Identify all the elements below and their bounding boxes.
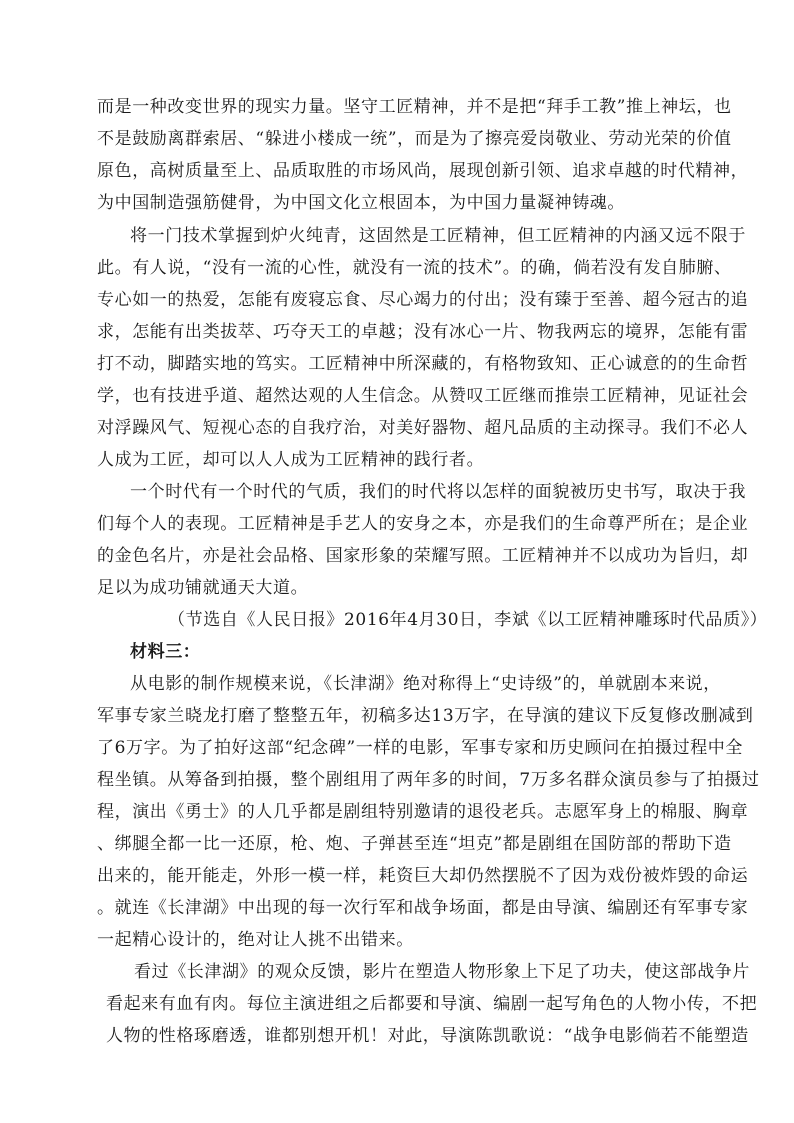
- text-line: 们每个人的表现。工匠精神是手艺人的安身之本，亦是我们的生命尊严所在；是企业: [97, 514, 749, 534]
- text-line: 军事专家兰晓龙打磨了整整五年，初稿多达13万字，在导演的建议下反复修改删减到: [97, 706, 754, 726]
- text-line: 、绑腿全都一比一还原，枪、炮、子弹甚至连“坦克”都是剧组在国防部的帮助下造: [97, 834, 732, 854]
- text-line: 此。有人说，“没有一流的心性，就没有一流的技术”。的确，倘若没有发自肺腑、: [97, 258, 732, 278]
- text-line: 不是鼓励离群索居、“躲进小楼成一统”，而是为了擦亮爱岗敬业、劳动光荣的价值: [97, 129, 732, 149]
- text-line: 原色，高树质量至上、品质取胜的市场风尚，展现创新引领、追求卓越的时代精神，: [97, 161, 749, 181]
- text-line: 专心如一的热爱，怎能有废寝忘食、尽心竭力的付出；没有臻于至善、超今冠古的追: [97, 290, 749, 310]
- source-citation: （节选自《人民日报》2016年4月30日，李斌《以工匠精神雕琢时代品质》）: [168, 610, 768, 630]
- paragraph-start-line: 一个时代有一个时代的气质，我们的时代将以怎样的面貌被历史书写，取决于我: [130, 482, 746, 502]
- text-line: 学，也有技进乎道、超然达观的人生信念。从赞叹工匠继而推崇工匠精神，见证社会: [97, 386, 749, 406]
- paragraph-start-line: 从电影的制作规模来说，《长津湖》绝对称得上“史诗级”的，单就剧本来说，: [130, 674, 721, 694]
- paragraph-start-line: 将一门技术掌握到炉火纯青，这固然是工匠精神，但工匠精神的内涵又远不限于: [130, 226, 746, 246]
- text-line: 人物的性格琢磨透，谁都别想开机！对此，导演陈凯歌说：“战争电影倘若不能塑造: [106, 1026, 749, 1046]
- text-line: 了6万字。为了拍好这部“纪念碑”一样的电影，军事专家和历史顾问在拍摄过程中全: [97, 738, 743, 758]
- text-line: 打不动，脚踏实地的笃实。工匠精神中所深藏的，有格物致知、正心诚意的的生命哲: [97, 354, 749, 374]
- text-line: 看起来有血有肉。每位主演进组之后都要和导演、编剧一起写角色的人物小传，不把: [106, 994, 758, 1014]
- text-line: 人成为工匠，却可以人人成为工匠精神的践行者。: [97, 450, 485, 470]
- text-line: 程坐镇。从筹备到拍摄，整个剧组用了两年多的时间，7万多名群众演员参与了拍摄过: [97, 770, 760, 790]
- text-line: 求，怎能有出类拔萃、巧夺天工的卓越；没有冰心一片、物我两忘的境界，怎能有雷: [97, 322, 749, 342]
- text-line: 为中国制造强筋健骨，为中国文化立根固本，为中国力量凝神铸魂。: [97, 193, 625, 213]
- text-line: 一起精心设计的，绝对让人挑不出错来。: [97, 930, 414, 950]
- text-line: 。就连《长津湖》中出现的每一次行军和战争场面，都是由导演、编剧还有军事专家: [97, 898, 749, 918]
- paragraph-start-line: 看过《长津湖》的观众反馈，影片在塑造人物形象上下足了功夫，使这部战争片: [134, 962, 750, 982]
- text-line: 对浮躁风气、短视心态的自我疗治，对美好器物、超凡品质的主动探寻。我们不必人: [97, 418, 749, 438]
- text-line: 足以为成功铺就通天大道。: [97, 578, 309, 598]
- text-line: 程，演出《勇士》的人几乎都是剧组特别邀请的退役老兵。志愿军身上的棉服、胸章: [97, 802, 749, 822]
- section-heading: 材料三：: [130, 642, 201, 662]
- text-line: 而是一种改变世界的现实力量。坚守工匠精神，并不是把“拜手工教”推上神坛，也: [97, 97, 732, 117]
- text-line: 出来的，能开能走，外形一模一样，耗资巨大却仍然摆脱不了因为戏份被炸毁的命运: [97, 866, 749, 886]
- text-line: 的金色名片，亦是社会品格、国家形象的荣耀写照。工匠精神并不以成功为旨归，却: [97, 546, 749, 566]
